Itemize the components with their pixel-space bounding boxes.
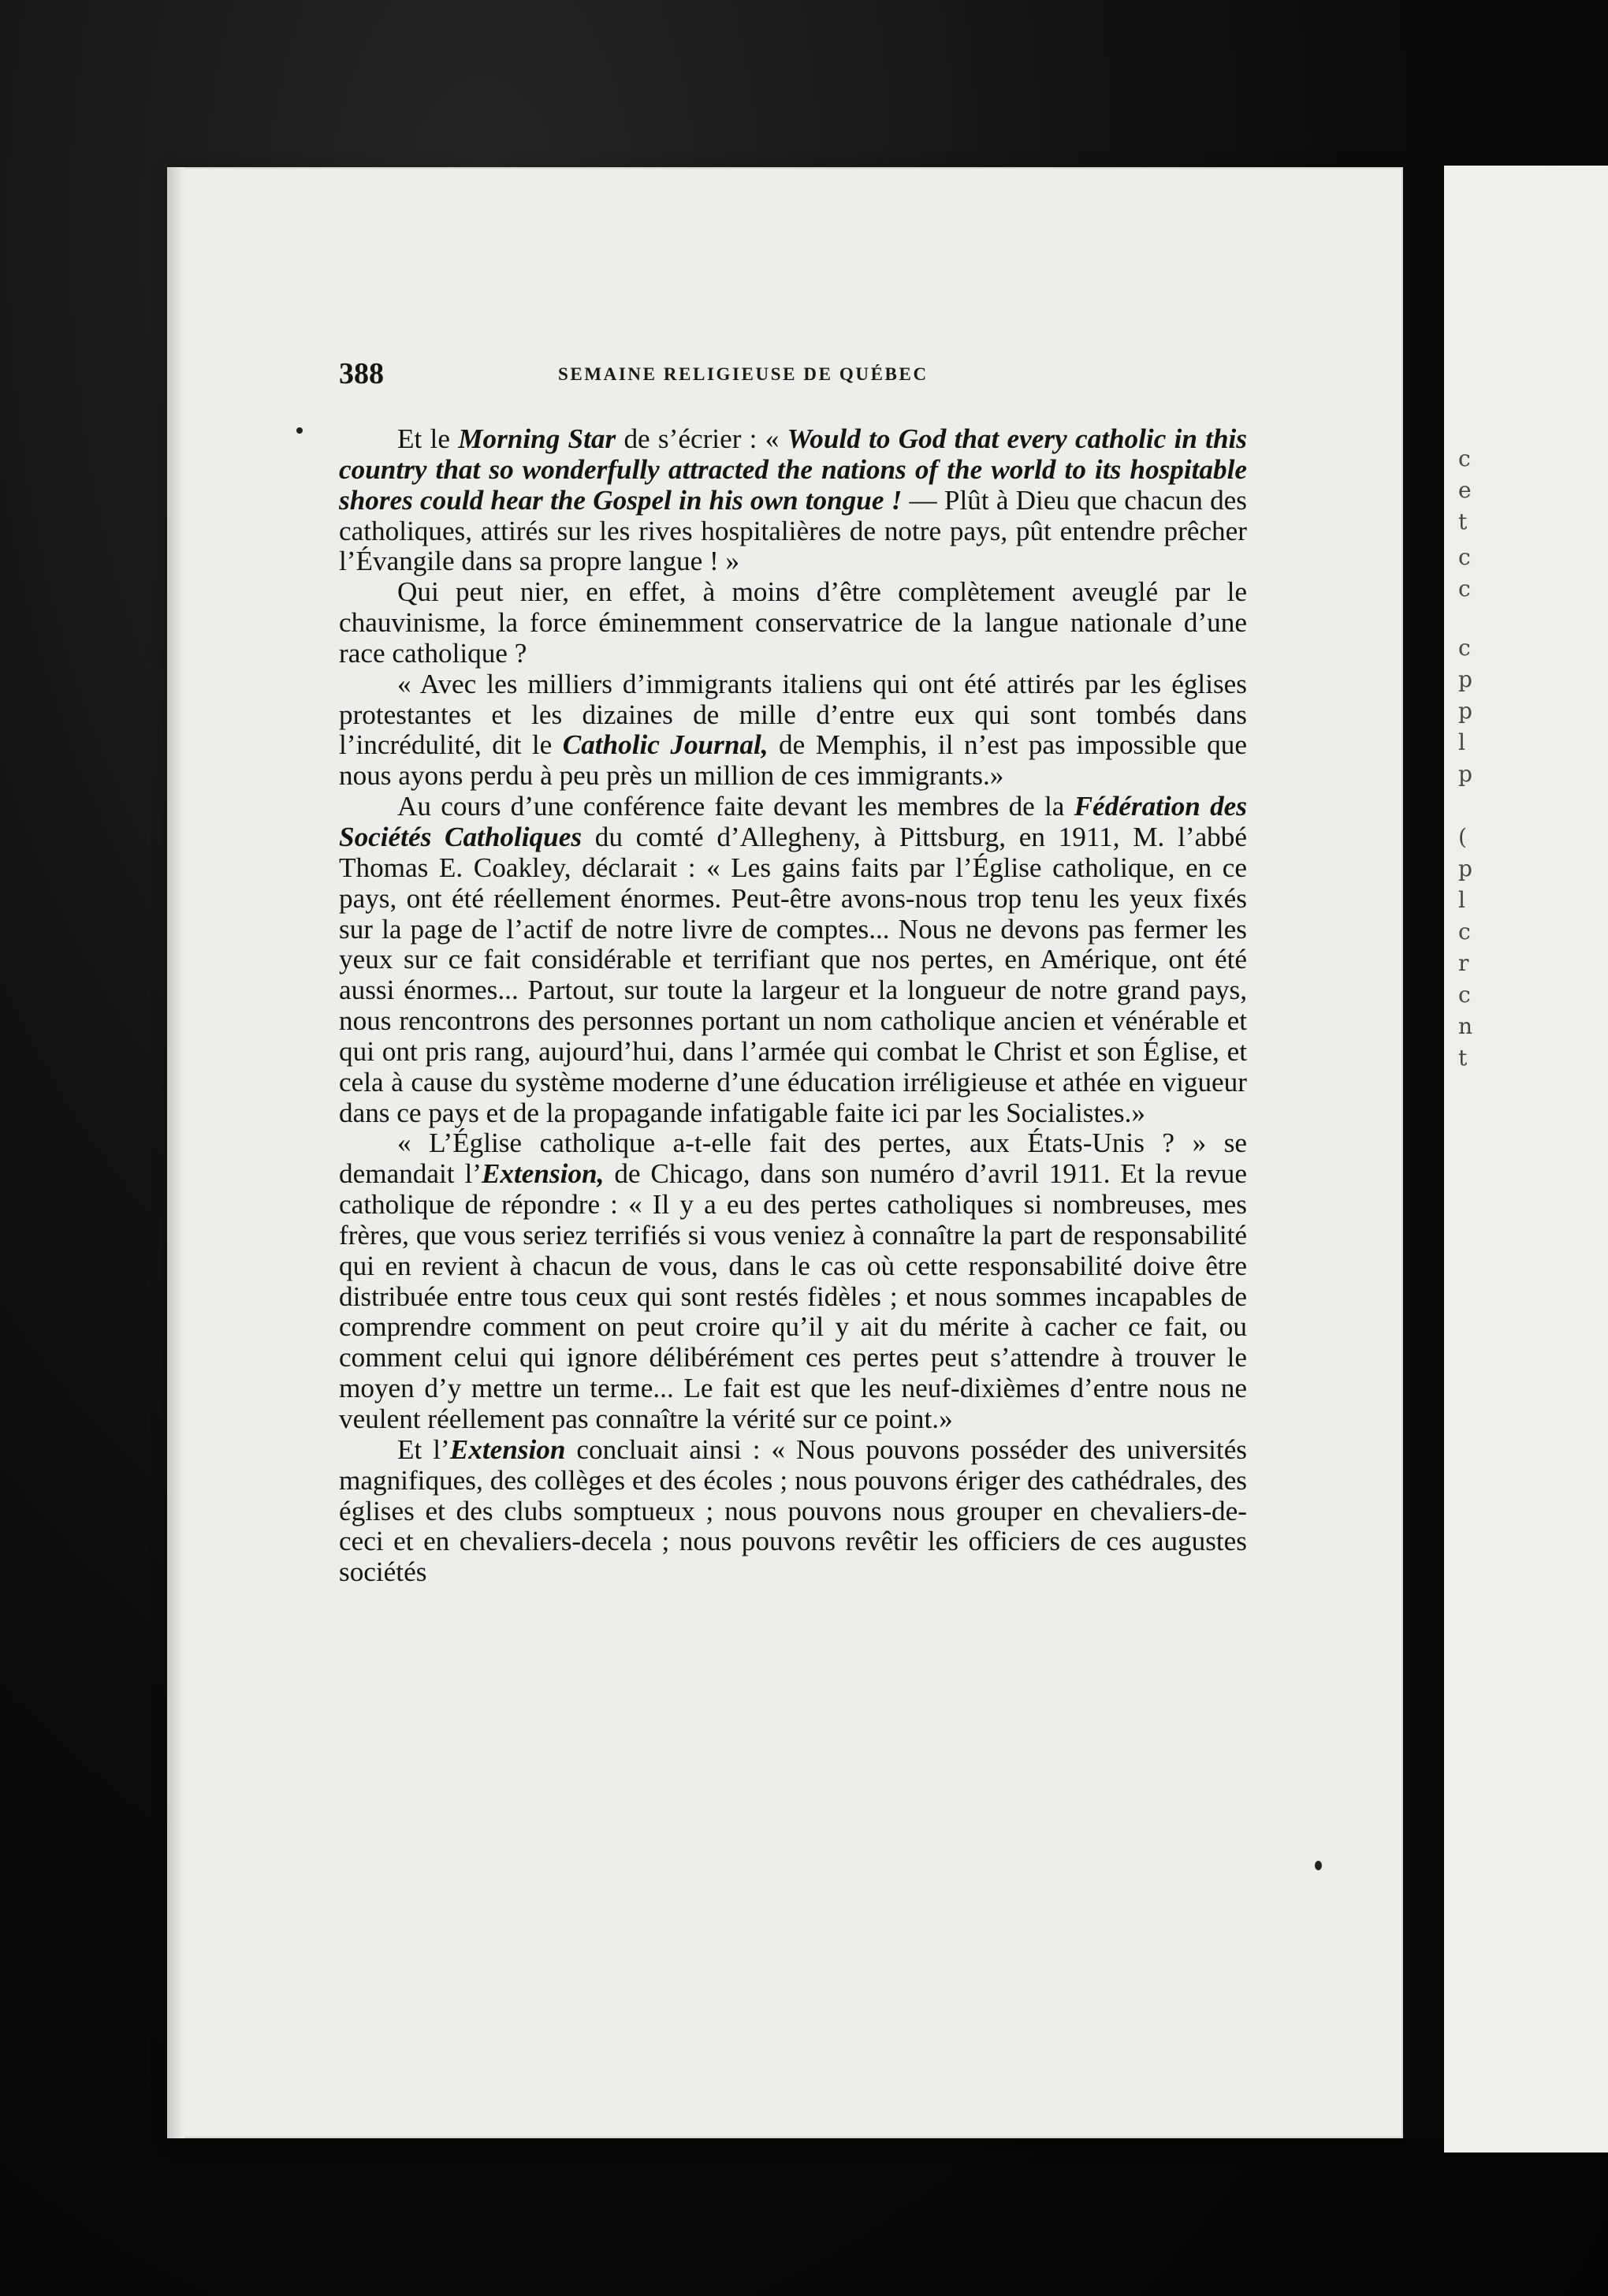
text-run: du comté d’Allegheny, à Pittsburg, en 1911, M. l’abbé Thomas E. Coakley, déclarait : « Les gains faits par l’Église catholique, en ce pays, ont été réellement énormes. Peut-être avons-nous trop tenu les yeux fixés sur la page de l’actif de notre livre de comptes... Nous ne devons pas fermer les yeux sur ce fait considérable et terrifiant que nos pertes, en Amérique, ont été aussi énormes... Partout, sur toute la largeur et la longueur de notre grand pays, nous rencontrons des personnes portant un nom catholique ancien et vénérable et qui ont pris rang, aujourd’hui, dans l’armée qui combat le Christ et son Église, et cela à cause du système moderne d’une éducation irréligieuse et athée en vigueur dans ce pays et de la propagande infatigable faite ici par les Socialistes.» (339, 821, 1247, 1128)
adjacent-page-fragment: p (1458, 666, 1472, 692)
paragraph (339, 792, 1247, 1128)
adjacent-page-fragment: c (1458, 919, 1471, 945)
page-header (339, 356, 1247, 396)
adjacent-page-edge (1444, 166, 1608, 2152)
adjacent-page-fragment: r (1458, 950, 1469, 976)
italic-run: Morning Star (458, 423, 616, 454)
adjacent-page-fragment: p (1458, 698, 1472, 724)
adjacent-page-fragment: e (1458, 477, 1472, 503)
text-run: de Memphis, il n’est pas impossible que nous ayons perdu à peu près un million de ces immigrants.» (339, 729, 1247, 792)
adjacent-page-fragment: l (1458, 887, 1465, 913)
paragraph (339, 424, 1247, 577)
text-run: — Plût à Dieu que chacun des catholiques, attirés sur les rives hospitalières de notre pays, pût entendre prêcher l’Évangile dans sa propre langue ! » (339, 484, 1247, 577)
text-run: « L’Église catholique a-t-elle fait des pertes, aux États-Unis ? » se demandait l’ (339, 1128, 1247, 1190)
text-run: de s’écrier : « (616, 423, 787, 454)
adjacent-page-fragment: c (1458, 982, 1471, 1008)
adjacent-page-fragment: c (1458, 445, 1471, 472)
text-run: de Chicago, dans son numéro d’avril 1911. Et la revue catholique de répondre : « Il y a eu des pertes catholiques si nombreuses, mes frères, que vous seriez terrifiés si vous veniez à connaître la part de responsabilité qui en revient à chacun de vous, dans le cas où cette responsabilité doive être distribuée entre tous ceux qui sont restés fidèles ; et nous sommes incapables de comprendre comment on peut croire qu’il y ait du mérite à cacher ce fait, ou comment celui qui ignore délibérément ces pertes peut s’attendre à trouver le moyen d’y mettre un terme... Le fait est que les neuf-dixièmes d’entre nous ne veulent réellement pas connaître la vérité sur ce point.» (339, 1158, 1247, 1434)
italic-run: Would to God that every catholic in this country that so wonderfully attracted the nations of the world to its hospitable shores could hear the Gospel in his own tongue ! (339, 423, 1248, 516)
text-run: Qui peut nier, en effet, à moins d’être complètement aveuglé par le chauvinisme, la force éminemment conservatrice de la langue nationale d’une race catholique ? (339, 576, 1247, 669)
adjacent-page-fragment: c (1458, 576, 1471, 602)
page-binding-shadow (167, 167, 184, 2138)
italic-run: Catholic Journal, (562, 729, 769, 761)
paragraph (339, 1435, 1247, 1588)
text-run: Et l’ (397, 1433, 450, 1465)
text-run: concluait ainsi : « Nous pouvons posséder des universités magnifiques, des collèges et des écoles ; nous pouvons ériger des cathédrales, des églises et des clubs somptueux ; nous pouvons nous grouper en chevaliers-de-ceci et en chevaliers-decela ; nous pouvons revêtir les officiers de ces augustes sociétés (339, 1433, 1248, 1588)
text-run: Au cours d’une conférence faite devant les membres de la (397, 791, 1074, 822)
article-body (339, 424, 1247, 1588)
paragraph (339, 669, 1247, 792)
page-number: 388 (339, 357, 384, 390)
adjacent-page-fragment: c (1458, 635, 1471, 661)
adjacent-page-fragment: l (1458, 729, 1465, 755)
adjacent-page-fragment: t (1458, 1045, 1468, 1071)
adjacent-page-fragment: t (1458, 509, 1468, 535)
text-run: « Avec les milliers d’immigrants italiens qui ont été attirés par les églises protestantes et les dizaines de mille d’entre eux qui sont tombés dans l’incrédulité, dit le (339, 668, 1247, 761)
scan-speck (296, 427, 303, 434)
adjacent-page-fragment: p (1458, 855, 1472, 882)
adjacent-page-fragment: p (1458, 761, 1472, 787)
italic-run: Fédération des Sociétés Catholiques (339, 791, 1247, 852)
page-gutter (1403, 167, 1444, 2138)
text-run: Et le (397, 423, 459, 454)
adjacent-page-fragment: c (1458, 544, 1471, 570)
italic-run: Extension (449, 1433, 566, 1465)
paragraph (339, 1128, 1247, 1434)
italic-run: Extension, (481, 1158, 605, 1190)
running-head: SEMAINE RELIGIEUSE DE QUÉBEC (558, 364, 929, 384)
adjacent-page-fragment: ( (1458, 824, 1467, 850)
adjacent-page-fragment: n (1458, 1013, 1473, 1039)
scan-speck (1315, 1861, 1322, 1870)
paragraph (339, 577, 1247, 669)
